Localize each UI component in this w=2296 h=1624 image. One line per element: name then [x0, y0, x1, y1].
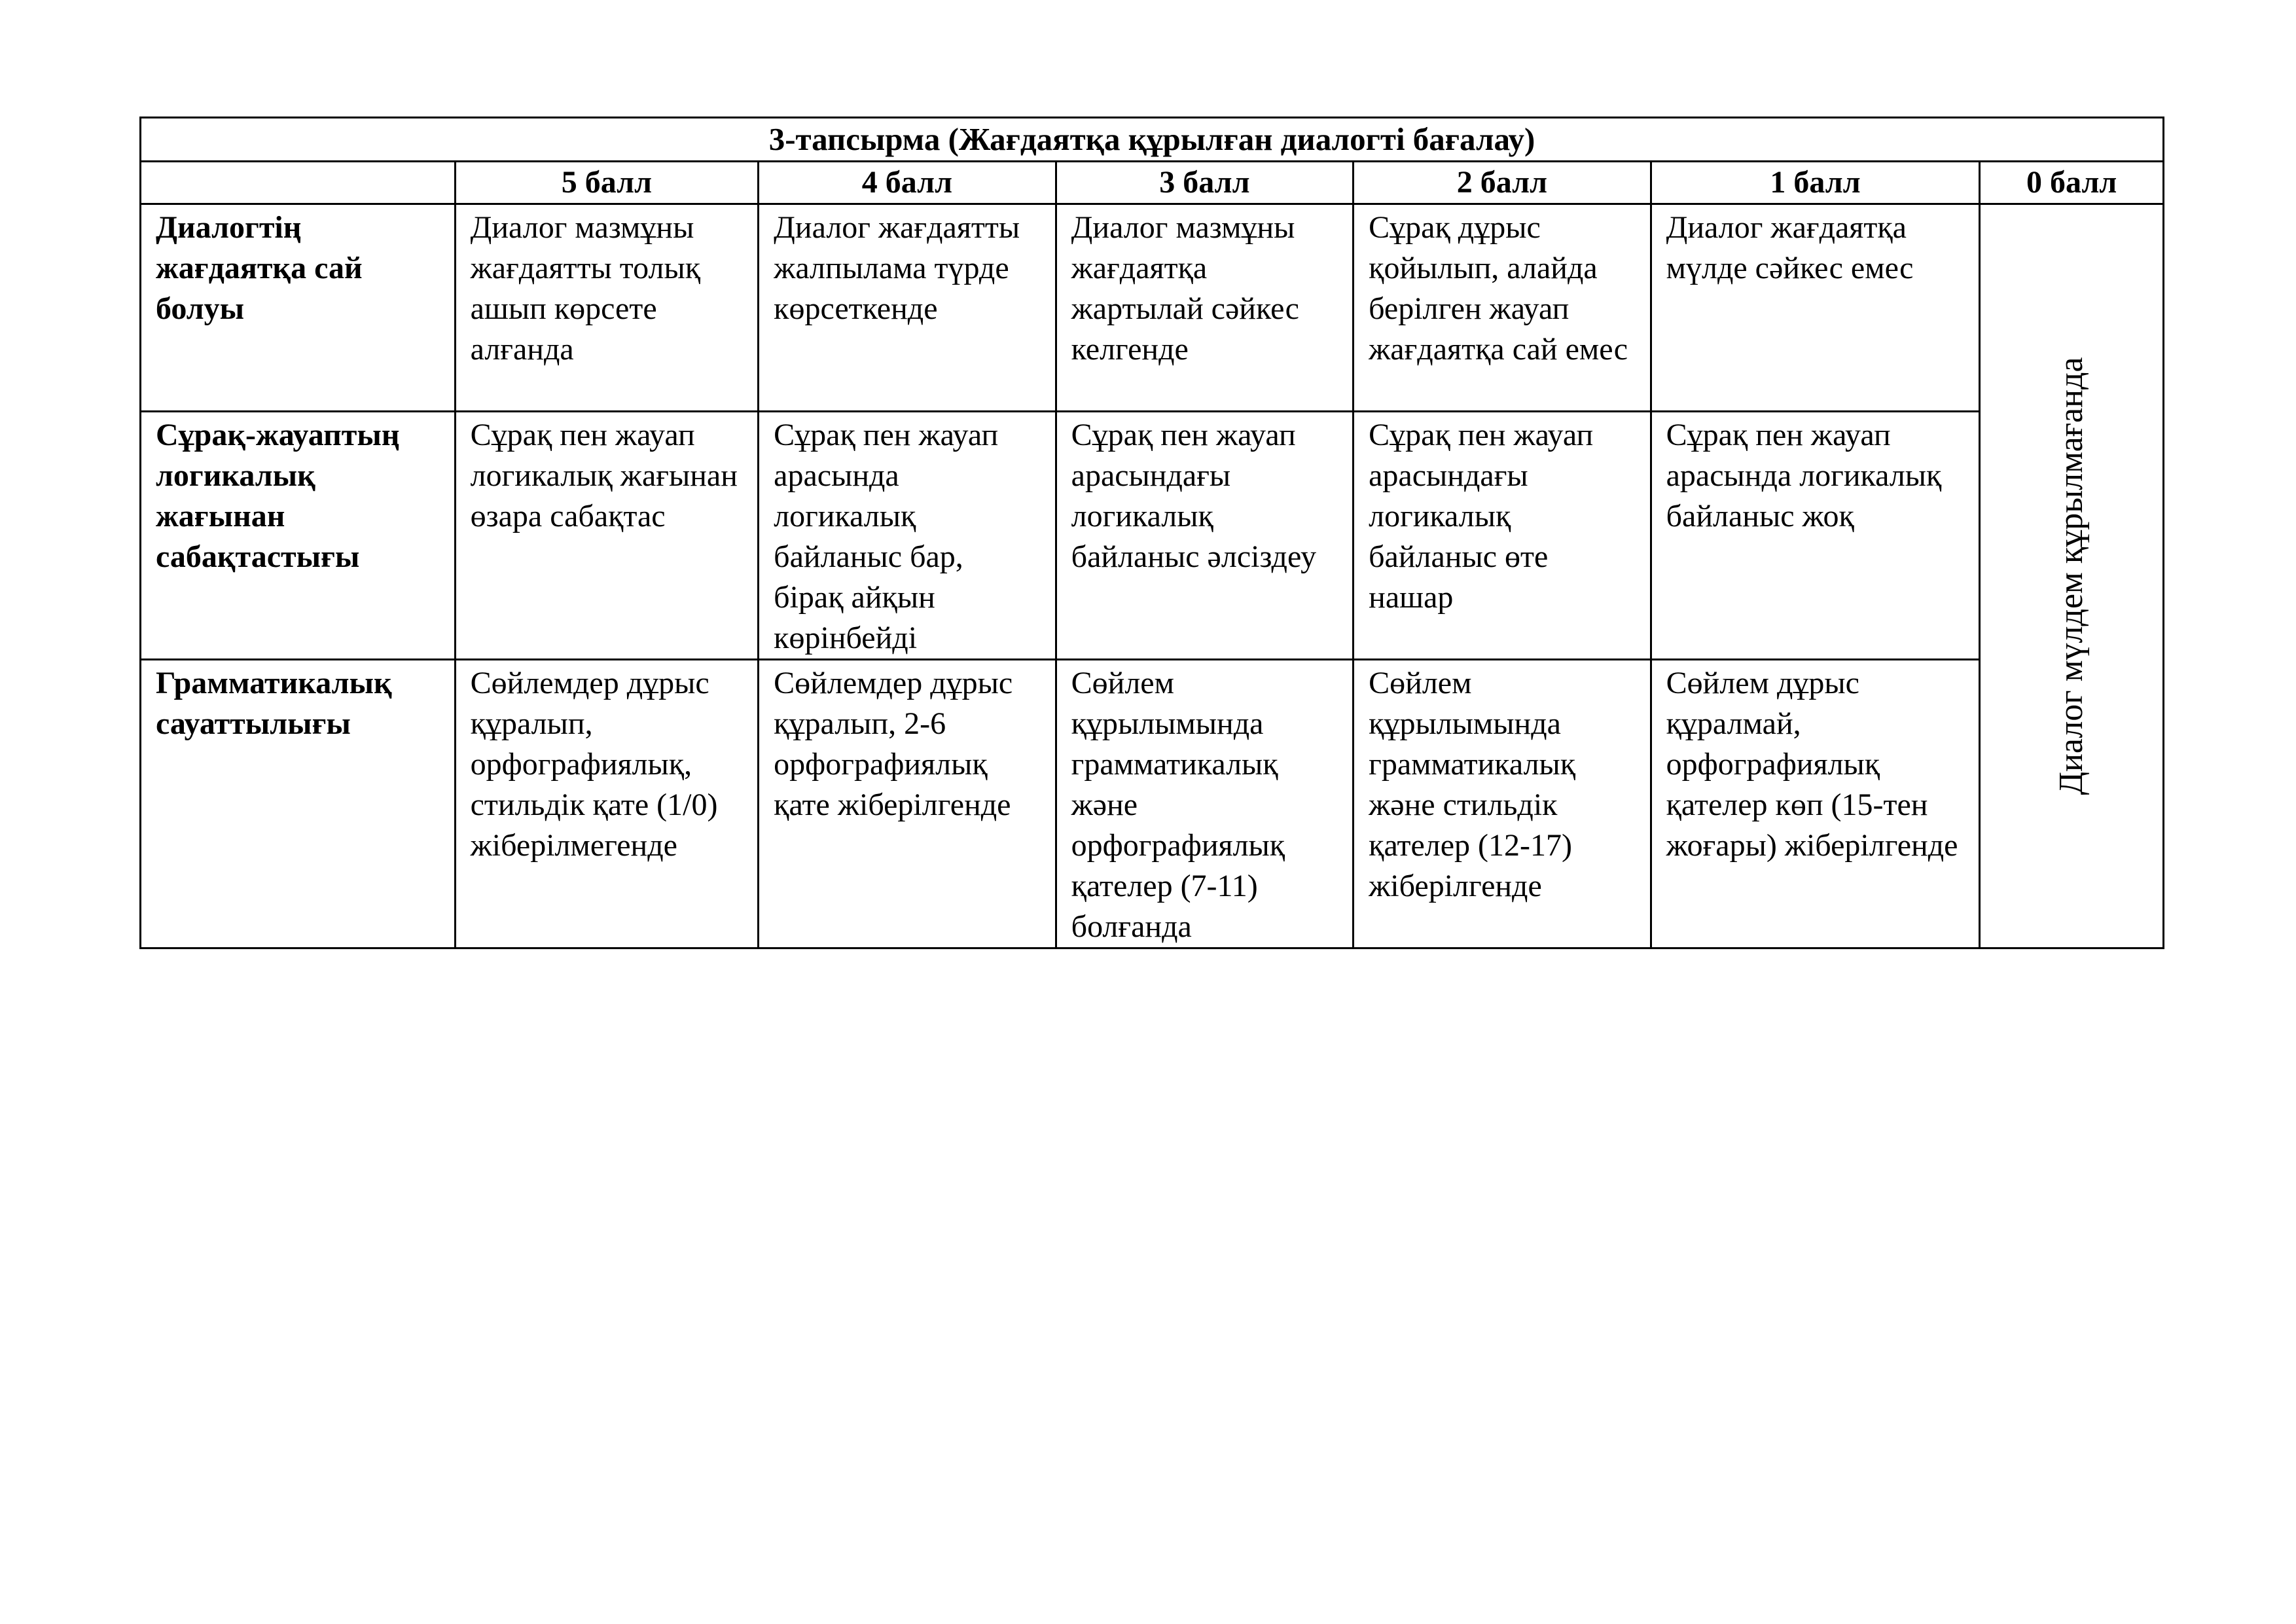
- title-row: [141, 118, 2164, 162]
- zero-score-text: Диалог мүлдем құрылмағанда: [2053, 357, 2090, 795]
- rubric-cell: Сөйлемдер дұрыс құралып, орфографиялық, стильдік қате (1/0) жіберілмегенде: [455, 660, 759, 948]
- score-header-1: 1 балл: [1651, 162, 1980, 204]
- table-row: [141, 412, 2164, 660]
- rubric-table: [139, 117, 2164, 949]
- criterion-cell: Сұрақ-жауаптың логикалық жағынан сабақтастығы: [141, 412, 456, 660]
- score-header-5: 5 балл: [455, 162, 759, 204]
- rubric-cell: Диалог мазмұны жағдаятқа жартылай сәйкес келгенде: [1056, 204, 1353, 412]
- score-header-row: [141, 162, 2164, 204]
- score-header-4: 4 балл: [759, 162, 1056, 204]
- rubric-cell: Сұрақ дұрыс қойылып, алайда берілген жауап жағдаятқа сай емес: [1354, 204, 1651, 412]
- table-title: 3-тапсырма (Жағдаятқа құрылған диалогті бағалау): [141, 118, 2164, 162]
- score-header-3: 3 балл: [1056, 162, 1353, 204]
- table-row: [141, 204, 2164, 412]
- rubric-cell: Сөйлем дұрыс құралмай, орфографиялық қателер көп (15-тен жоғары) жіберілгенде: [1651, 660, 1980, 948]
- zero-score-cell: [1980, 204, 2164, 948]
- criterion-cell: Диалогтің жағдаятқа сай болуы: [141, 204, 456, 412]
- table-row: [141, 660, 2164, 948]
- rubric-cell: Сөйлем құрылымында грамматикалық және орфографиялық қателер (7-11) болғанда: [1056, 660, 1353, 948]
- rubric-cell: Сөйлем құрылымында грамматикалық және стильдік қателер (12-17) жіберілгенде: [1354, 660, 1651, 948]
- rubric-cell: Сұрақ пен жауап арасындағы логикалық байланыс өте нашар: [1354, 412, 1651, 660]
- rubric-cell: Сұрақ пен жауап арасында логикалық байланыс бар, бірақ айқын көрінбейді: [759, 412, 1056, 660]
- score-header-0: 0 балл: [1980, 162, 2164, 204]
- criterion-cell: Грамматикалық сауаттылығы: [141, 660, 456, 948]
- rubric-cell: Сұрақ пен жауап логикалық жағынан өзара сабақтас: [455, 412, 759, 660]
- rubric-cell: Диалог мазмұны жағдаятты толық ашып көрсете алғанда: [455, 204, 759, 412]
- rubric-cell: Диалог жағдаятқа мүлде сәйкес емес: [1651, 204, 1980, 412]
- rubric-cell: Сұрақ пен жауап арасында логикалық байланыс жоқ: [1651, 412, 1980, 660]
- header-empty-cell: [141, 162, 456, 204]
- rubric-cell: Сөйлемдер дұрыс құралып, 2-6 орфографиялық қате жіберілгенде: [759, 660, 1056, 948]
- rubric-cell: Сұрақ пен жауап арасындағы логикалық байланыс әлсіздеу: [1056, 412, 1353, 660]
- score-header-2: 2 балл: [1354, 162, 1651, 204]
- rubric-cell: Диалог жағдаятты жалпылама түрде көрсеткенде: [759, 204, 1056, 412]
